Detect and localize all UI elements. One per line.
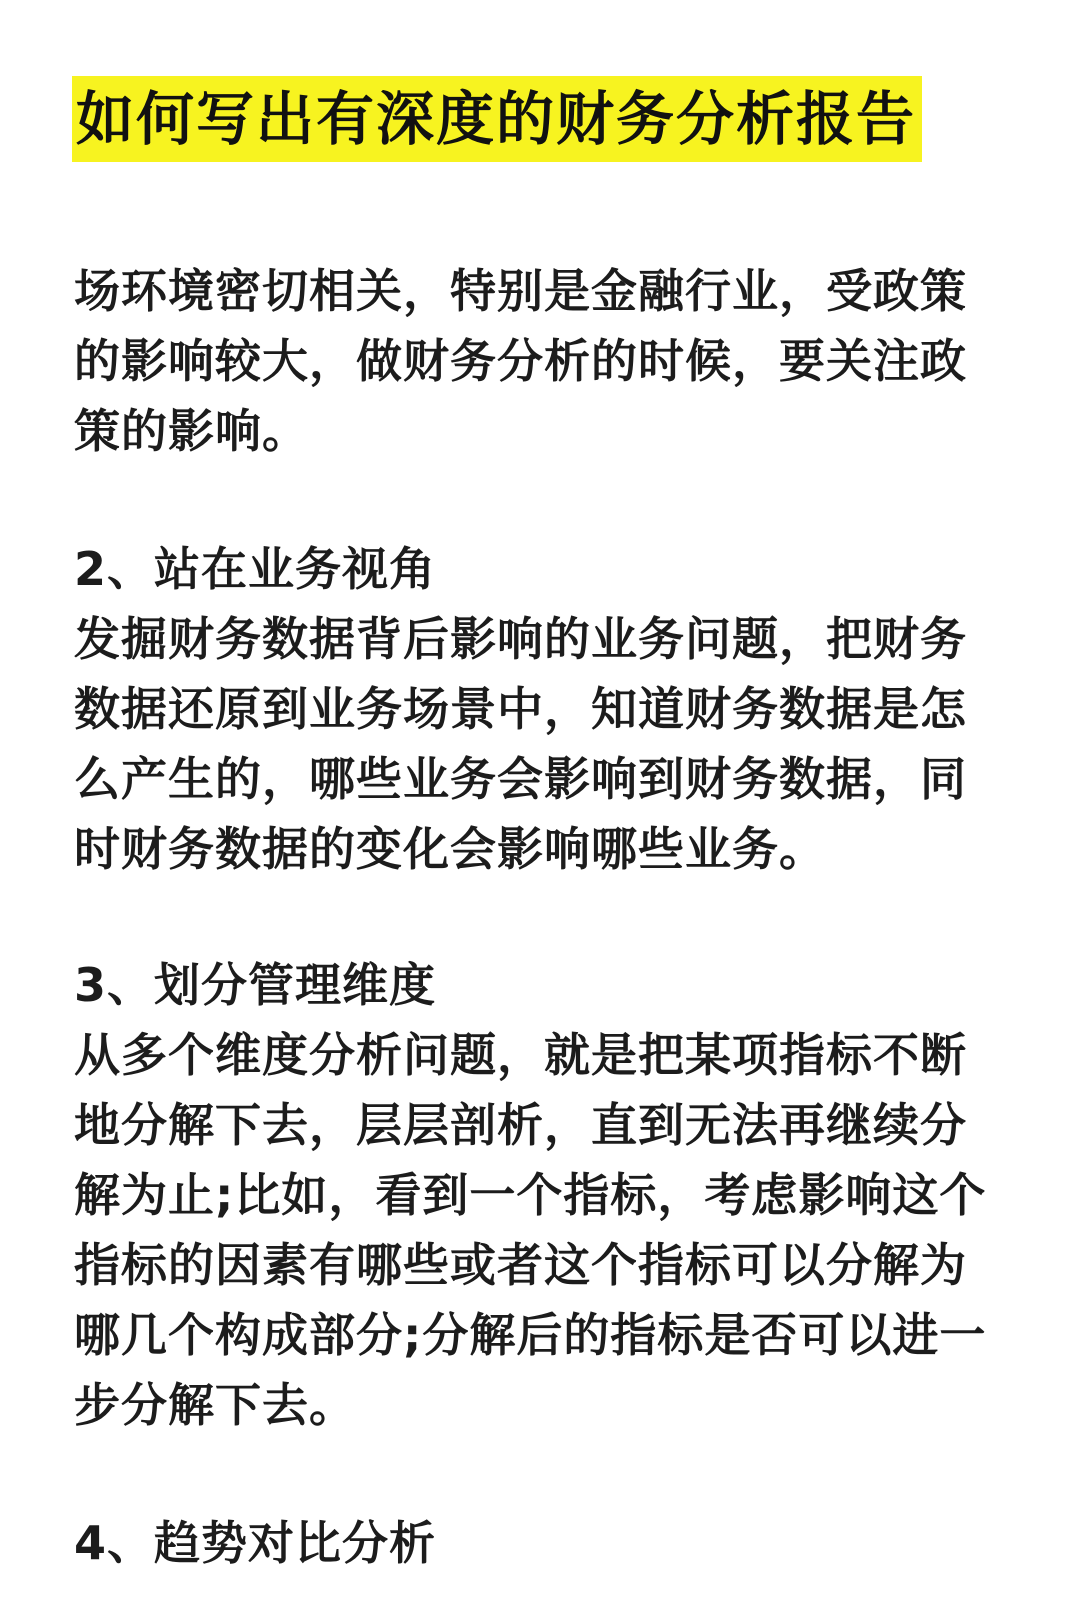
title-container — [72, 76, 922, 162]
section-paragraph-2: 发掘财务数据背后影响的业务问题，把财务数据还原到业务场景中，知道财务数据是怎么产生的，哪些业务会影响到财务数据，同时财务数据的变化会影响哪些业务。 — [74, 612, 967, 876]
section-paragraph-3: 从多个维度分析问题，就是把某项指标不断地分解下去，层层剖析，直到无法再继续分解为止;比如，看到一个指标，考虑影响这个指标的因素有哪些或者这个指标可以分解为哪几个构成部分;分解后的指标是否可以进一步分解下去。 — [74, 1028, 987, 1432]
section-heading-2: 2、站在业务视角 — [74, 542, 437, 596]
section-heading-4: 4、趋势对比分析 — [74, 1516, 437, 1570]
section-heading-3: 3、划分管理维度 — [74, 958, 437, 1012]
page-title: 如何写出有深度的财务分析报告 — [72, 76, 922, 162]
intro-paragraph: 场环境密切相关，特别是金融行业，受政策的影响较大，做财务分析的时候，要关注政策的影响。 — [74, 264, 967, 458]
